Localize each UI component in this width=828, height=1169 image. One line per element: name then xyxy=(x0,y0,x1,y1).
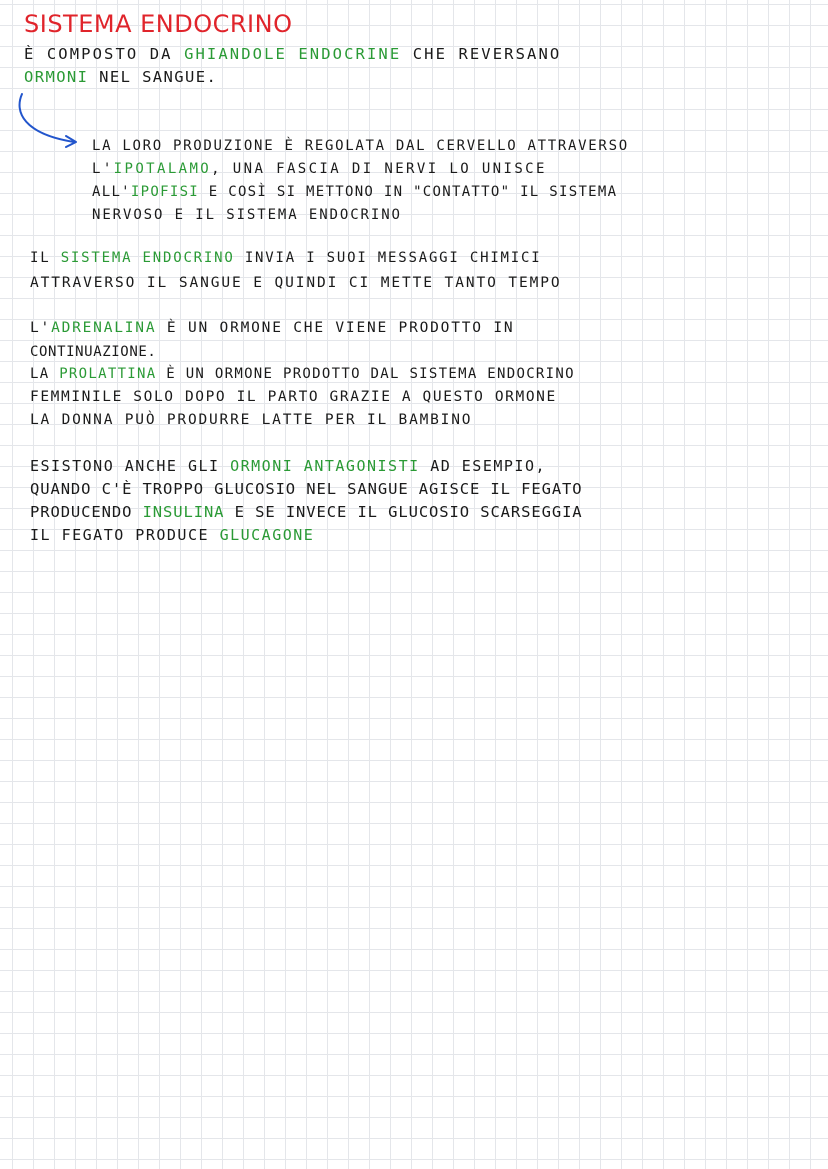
paragraph-4-line-3 xyxy=(30,364,575,384)
highlight-term: IPOTALAMO xyxy=(113,161,212,177)
paragraph-2-line-1: LA LORO PRODUZIONE È REGOLATA DAL CERVELLO ATTRAVERSO xyxy=(92,138,629,154)
text-segment: PRODUCENDO xyxy=(30,503,133,521)
paragraph-3-line-1 xyxy=(30,248,541,268)
paragraph-4-line-2: CONTINUAZIONE. xyxy=(30,344,157,360)
highlight-term: ORMONI ANTAGONISTI xyxy=(230,457,420,475)
text-segment: L' xyxy=(30,320,52,336)
text-segment: È UN ORMONE PRODOTTO DAL SISTEMA ENDOCRINO xyxy=(166,366,575,382)
text-segment: E COSÌ SI METTONO IN "CONTATTO" IL SISTEMA xyxy=(199,184,618,200)
text-segment: E SE INVECE IL GLUCOSIO SCARSEGGIA xyxy=(234,503,583,521)
highlight-term: PROLATTINA xyxy=(59,366,157,382)
paragraph-5-line-1 xyxy=(30,456,546,476)
text-segment: NEL SANGUE. xyxy=(99,68,218,86)
paragraph-2-line-2 xyxy=(92,159,547,179)
highlight-term: GLUCAGONE xyxy=(219,526,315,544)
text-segment: , UNA FASCIA DI NERVI LO UNISCE xyxy=(211,161,547,177)
paragraph-4-line-5: LA DONNA PUÒ PRODURRE LATTE PER IL BAMBINO xyxy=(30,412,473,428)
highlight-term: ORMONI xyxy=(24,68,89,86)
highlight-term: IPOFISI xyxy=(130,184,200,200)
text-segment: ESISTONO ANCHE GLI xyxy=(30,457,220,475)
highlight-term: SISTEMA ENDOCRINO xyxy=(60,250,235,266)
text-segment: AD ESEMPIO, xyxy=(430,457,547,475)
text-segment: ALL' xyxy=(92,184,131,200)
paragraph-4-line-1 xyxy=(30,318,514,338)
text-segment: CHE REVERSANO xyxy=(412,45,562,63)
curved-arrow-icon xyxy=(14,92,94,152)
text-segment: L' xyxy=(92,161,114,177)
paragraph-1-line-1 xyxy=(24,44,561,64)
paragraph-5-line-3 xyxy=(30,502,583,522)
highlight-term: INSULINA xyxy=(142,503,225,521)
paragraph-2-line-4: NERVOSO E IL SISTEMA ENDOCRINO xyxy=(92,207,402,223)
page-title: SISTEMA ENDOCRINO xyxy=(24,10,293,38)
paragraph-4-line-4: FEMMINILE SOLO DOPO IL PARTO GRAZIE A QUESTO ORMONE xyxy=(30,389,557,405)
text-segment: È COMPOSTO DA xyxy=(24,45,173,63)
highlight-term: ADRENALINA xyxy=(51,320,157,336)
paragraph-1-line-2 xyxy=(24,67,217,87)
paragraph-5-line-4 xyxy=(30,525,314,545)
text-segment: LA xyxy=(30,366,50,382)
paragraph-5-line-2: QUANDO C'È TROPPO GLUCOSIO NEL SANGUE AGISCE IL FEGATO xyxy=(30,480,583,498)
text-segment: INVIA I SUOI MESSAGGI CHIMICI xyxy=(244,250,542,266)
text-segment: IL xyxy=(30,250,51,266)
text-segment: IL FEGATO PRODUCE xyxy=(30,526,210,544)
paragraph-2-line-3 xyxy=(92,182,617,202)
paragraph-3-line-2: ATTRAVERSO IL SANGUE E QUINDI CI METTE TANTO TEMPO xyxy=(30,275,562,291)
text-segment: È UN ORMONE CHE VIENE PRODOTTO IN xyxy=(166,320,515,336)
highlight-term: GHIANDOLE ENDOCRINE xyxy=(184,45,402,63)
